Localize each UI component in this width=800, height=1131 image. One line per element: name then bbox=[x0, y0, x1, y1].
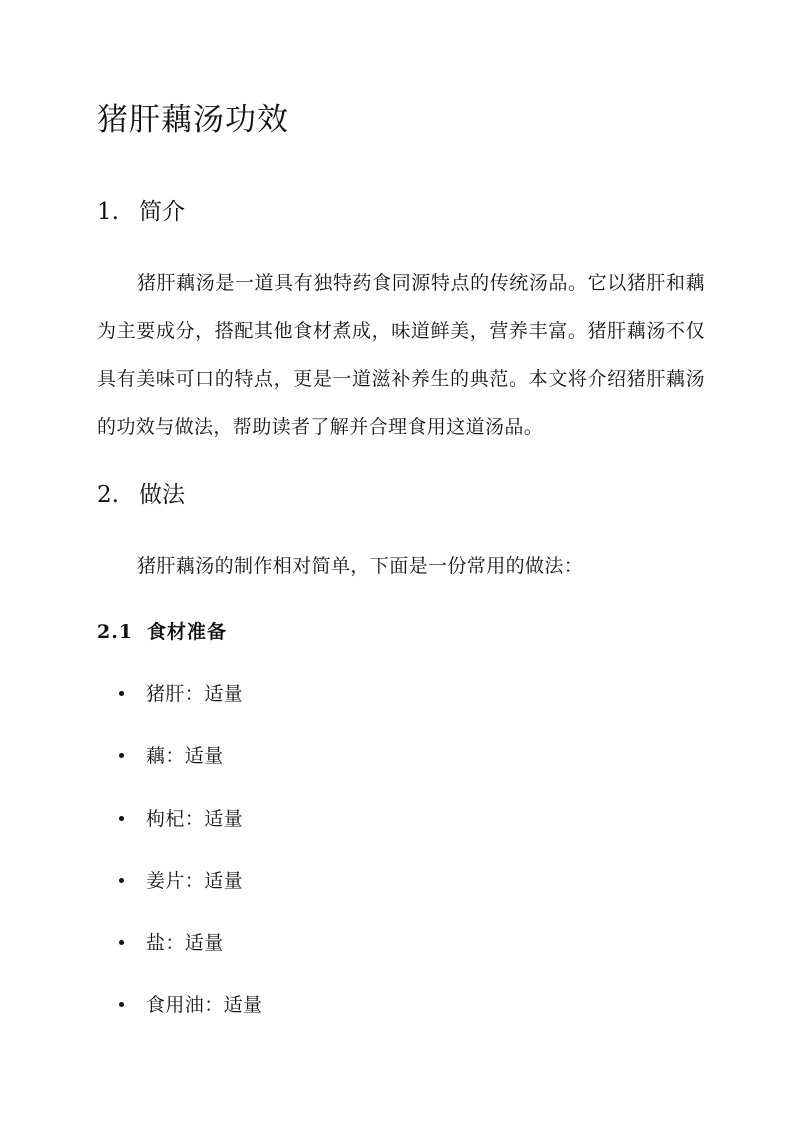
subsection-number: 2.1 bbox=[97, 621, 134, 643]
bullet-icon bbox=[119, 878, 124, 883]
list-item bbox=[115, 857, 262, 919]
list-item-text: 藕：适量 bbox=[146, 745, 224, 768]
bullet-icon bbox=[119, 1002, 124, 1007]
list-item-text: 猪肝：适量 bbox=[146, 683, 244, 705]
bullet-icon bbox=[119, 753, 124, 758]
subsection-title: 食材准备 bbox=[147, 621, 228, 643]
list-item-text: 枸杞：适量 bbox=[146, 807, 244, 830]
section-number: 1. bbox=[97, 199, 119, 225]
list-item bbox=[115, 795, 262, 857]
method-paragraph: 猪肝藕汤的制作相对简单，下面是一份常用的做法： bbox=[137, 555, 584, 577]
section-heading-method bbox=[97, 477, 185, 513]
list-item-text: 食用油：适量 bbox=[146, 994, 263, 1017]
section-number: 2. bbox=[97, 482, 119, 508]
list-item bbox=[115, 670, 262, 732]
bullet-icon bbox=[119, 816, 124, 821]
list-item-text: 姜片：适量 bbox=[146, 869, 244, 892]
section-title: 做法 bbox=[139, 482, 185, 508]
list-item bbox=[115, 919, 262, 981]
intro-paragraph: 猪肝藕汤是一道具有独特药食同源特点的传统汤品。它以猪肝和藕为主要成分，搭配其他食材煮成，味道鲜美，营养丰富。猪肝藕汤不仅具有美味可口的特点，更是一道滋补养生的典范。本文将介绍猪肝藕汤的功效与做法，帮助读者了解并合理食用这道汤品。 bbox=[97, 272, 705, 438]
document-title: 猪肝藕汤功效 bbox=[97, 102, 289, 138]
list-item bbox=[115, 981, 262, 1043]
list-item bbox=[115, 732, 262, 794]
ingredient-list bbox=[115, 670, 262, 1044]
section-heading-intro bbox=[97, 194, 185, 230]
subsection-heading-ingredients bbox=[97, 614, 227, 650]
bullet-icon bbox=[119, 691, 124, 696]
section-title: 简介 bbox=[139, 199, 185, 225]
bullet-icon bbox=[119, 940, 124, 945]
list-item-text: 盐：适量 bbox=[146, 932, 224, 955]
